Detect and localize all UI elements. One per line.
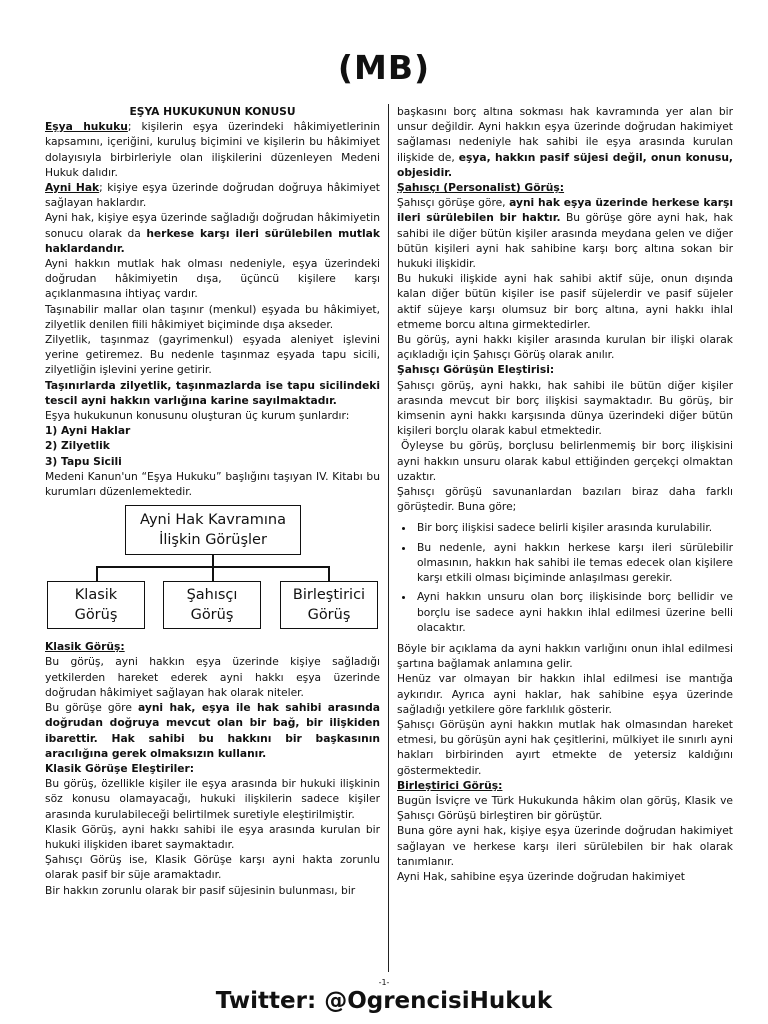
paragraph: Şahısçı görüş, ayni hakkı, hak sahibi ile bütün diğer kişiler arasında mevcut bir borç ilişkisi saymaktadır. Bu görüş, bir kimsenin ayni hakkı karşısında dünya üzerindeki diğer bütün kişileri borçlu olarak kabul etmektedir. bbox=[397, 378, 733, 438]
paragraph: Eşya hukukunun konusunu oluşturan üç kurum şunlardır: bbox=[45, 409, 350, 423]
paragraph-text: Bu görüşe göre ayni hak, hak sahibi ile diğer bütün kişiler arasında meydana gelen ve diğer bütün kişileri ayni hak sahibine karşı borç altına sokan bir hukuki ilişkidir. bbox=[397, 211, 733, 271]
diagram-box-label: Görüş bbox=[74, 607, 118, 624]
term: Eşya hukuku bbox=[45, 120, 128, 134]
diagram-box-klasik bbox=[47, 581, 145, 629]
paragraph bbox=[45, 700, 380, 761]
diagram-box-label: Görüş bbox=[307, 607, 351, 624]
paragraph: Medeni Kanun'un “Eşya Hukuku” başlığını taşıyan IV. Kitabı bu kurumları düzenlemektedir. bbox=[45, 469, 380, 499]
bold-text: ayni hak eşya üzerinde herkese karşı ileri sürülebilen bir haktır. bbox=[397, 196, 733, 225]
bullet-item: • Ayni hakkın unsuru olan borç ilişkisinde borç bellidir ve borçlu ise sadece ayni hakkın ihlal edilmesi üzerine belli olacaktır. bbox=[415, 589, 733, 635]
diagram-box-label: Klasik bbox=[74, 587, 118, 604]
paragraph: Taşınırlarda zilyetlik, taşınmazlarda ise tapu sicilindeki tescil ayni hakkın varlığına karine sayılmaktadır. bbox=[45, 378, 380, 407]
diagram-connector bbox=[96, 566, 98, 581]
diagram-root-label: Ayni Hak Kavramına bbox=[140, 512, 286, 529]
ayni-hak-diagram bbox=[45, 505, 380, 631]
column-divider bbox=[388, 104, 389, 972]
paragraph bbox=[45, 180, 380, 210]
diagram-box-birlestirici bbox=[280, 581, 378, 629]
bold-text: herkese karşı ileri sürülebilen mutlak haklardandır. bbox=[45, 226, 380, 255]
list-item: 1) Ayni Haklar bbox=[45, 424, 131, 438]
paragraph: Taşınabilir mallar olan taşınır (menkul) eşyada bu hâkimiyet, zilyetlik denilen fiili hâkimiyet biçiminde dışa akseder. bbox=[45, 302, 380, 331]
paragraph: Bu hukuki ilişkide ayni hak sahibi aktif süje, onun dışında kalan diğer bütün kişiler ise pasif süjelerdir ve pasif süjeler aktif süjeye karşı olumsuz bir borç altına, ayni hakkı ihlal etmeme borcu altına girmektedirler. bbox=[397, 272, 733, 331]
paragraph-text: ; kişiye eşya üzerinde doğrudan doğruya hâkimiyet sağlayan haklardır. bbox=[45, 181, 380, 210]
diagram-box-label: Görüş bbox=[190, 607, 234, 624]
paragraph: Bir hakkın zorunlu olarak bir pasif süjesinin bulunması, bir bbox=[45, 883, 356, 897]
paragraph-text: Ayni hak, kişiye eşya üzerinde sağladığı doğrudan hâkimiyetin sonucu olarak da bbox=[45, 211, 380, 240]
paragraph bbox=[397, 195, 733, 271]
paragraph: Klasik Görüş, ayni hakkı sahibi ile eşya arasında kurulan bir hukuki ilişkiden ibaret saymaktadır. bbox=[45, 822, 380, 851]
bullet-item: • Bu nedenle, ayni hakkın herkese karşı ileri sürülebilir olmasının, hakkın hak sahibi ile temas edecek olan kişilere karşı etkili olması biçiminde anlaşılması gerekir. bbox=[415, 540, 733, 586]
twitter-handle: Twitter: @OgrencisiHukuk bbox=[215, 988, 553, 1014]
paragraph: Henüz var olmayan bir hakkın ihlal edilmesi ise mantığa aykırıdır. Ayrıca ayni haklar, hak sahibine eşya üzerinde sağladığı yetkilere göre farklılık gösterir. bbox=[397, 672, 733, 716]
paragraph: Bugün İsviçre ve Türk Hukukunda hâkim olan görüş, Klasik ve Şahısçı Görüşü birleştiren bir görüştür. bbox=[397, 793, 733, 823]
diagram-root-box bbox=[125, 505, 301, 555]
paragraph-text: Şahısçı görüşe göre, bbox=[397, 196, 510, 210]
diagram-root-label: İlişkin Görüşler bbox=[159, 532, 267, 549]
diagram-box-label: Birleştirici bbox=[292, 587, 366, 604]
subsection-heading: Klasik Görüşe Eleştiriler: bbox=[45, 761, 195, 775]
paragraph: Ayni Hak, sahibine eşya üzerinde doğrudan hakimiyet bbox=[397, 869, 685, 883]
paragraph: Şahısçı Görüşün ayni hakkın mutlak hak olmasından hareket etmesi, bu görüşün ayni hak çeşitlerini, mülkiyet ile sınırlı ayni hakları birbirinden ayırt etmekte de yetersiz kaldığını göstermektedir. bbox=[397, 717, 733, 777]
subsection-heading: Birleştirici Görüş: bbox=[397, 778, 503, 792]
paragraph: Şahısçı görüşü savunanlardan bazıları biraz daha farklı görüştedir. Buna göre; bbox=[397, 485, 733, 514]
paragraph: Zilyetlik, taşınmaz (gayrimenkul) eşyada aleniyet işlevini yerine getiremez. Bu nedenle taşınmaz eşyada tapu sicili, zilyetliğin işlevini yerine getirir. bbox=[45, 333, 380, 377]
left-column bbox=[45, 104, 380, 898]
diagram-connector bbox=[212, 566, 214, 581]
subsection-heading: Şahısçı (Personalist) Görüş: bbox=[397, 181, 565, 195]
page-number: -1- bbox=[378, 978, 390, 987]
diagram-box-sahisci bbox=[163, 581, 261, 629]
bullet-list bbox=[397, 520, 733, 634]
paragraph bbox=[45, 119, 380, 180]
section-heading: EŞYA HUKUKUNUN KONUSU bbox=[129, 105, 296, 118]
diagram-connector bbox=[328, 566, 330, 581]
list-item: 3) Tapu Sicili bbox=[45, 454, 122, 468]
diagram-box-label: Şahısçı bbox=[186, 587, 238, 604]
bold-text: eşya, hakkın pasif süjesi değil, onun konusu, objesidir. bbox=[397, 150, 733, 179]
subsection-heading: Klasik Görüş: bbox=[45, 640, 125, 654]
paragraph-text: ; kişilerin eşya üzerindeki hâkimiyetlerinin kapsamını, içeriğini, kuruluş biçimini ve kişilerin bu hâkimiyet dolayısıyla birbirleriyle olan ilişkilerini düzenleyen Medeni Hukuk dalıdır. bbox=[45, 120, 380, 179]
paragraph: Öyleyse bu görüş, borçlusu belirlenmemiş bir borç ilişkisini ayni hakkın unsuru olarak kabul ettiğinden gerçekçi olmaktan uzaktır. bbox=[397, 439, 733, 483]
paragraph bbox=[397, 104, 733, 180]
paragraph: Bu görüş, özellikle kişiler ile eşya arasında bir hukuki ilişkinin söz konusu olamayacağı, hukuki ilişkilerin sadece kişiler arasında kurulabileceği belirtilmek suretiyle eleştirilmiştir. bbox=[45, 777, 380, 821]
bold-text: ayni hak, eşya ile hak sahibi arasında doğrudan doğruya mevcut olan bir bağ, bir ilişkiden ibarettir. Hak sahibi bu hakkını bir başkasının aracılığına gerek olmaksızın kullanır. bbox=[45, 701, 380, 760]
bullet-item: • Bir borç ilişkisi sadece belirli kişiler arasında kurulabilir. bbox=[415, 520, 733, 535]
subsection-heading: Şahısçı Görüşün Eleştirisi: bbox=[397, 363, 555, 377]
paragraph-text: başkasını borç altına sokması hak kavramında yer alan bir unsur değildir. Ayni hakkın eşya üzerinde doğrudan hakimiyet sağlaması nedeniyle hak sahibi ile eşya arasında kurulan ilişkide de, bbox=[397, 105, 733, 164]
paragraph: Buna göre ayni hak, kişiye eşya üzerinde doğrudan hakimiyet sağlayan ve herkese karşı ileri sürülebilen bir hak olarak tanımlanır. bbox=[397, 824, 733, 868]
list-item: 2) Zilyetlik bbox=[45, 439, 110, 453]
paragraph: Böyle bir açıklama da ayni hakkın varlığını onun ihlal edilmesi şartına bağlamak anlamına gelir. bbox=[397, 641, 733, 671]
term: Ayni Hak bbox=[45, 181, 100, 195]
paragraph: Şahısçı Görüş ise, Klasik Görüşe karşı ayni hakta zorunlu olarak pasif bir süje aramaktadır. bbox=[45, 853, 380, 882]
document-header: (MB) bbox=[337, 48, 431, 87]
paragraph: Bu görüş, ayni hakkı kişiler arasında kurulan bir ilişki olarak açıkladığı için Şahısçı Görüş olarak anılır. bbox=[397, 333, 733, 362]
paragraph: Bu görüş, ayni hakkın eşya üzerinde kişiye sağladığı yetkilerden hareket ederek ayni hakkı eşya üzerinde doğrudan hâkimiyet sağlayan hak olarak niteler. bbox=[45, 655, 380, 699]
right-column bbox=[397, 104, 733, 884]
paragraph bbox=[45, 210, 380, 256]
paragraph: Ayni hakkın mutlak hak olması nedeniyle, eşya üzerindeki doğrudan hâkimiyetin dışa, üçüncü kişilere karşı açıklanmasına ihtiyaç vardır. bbox=[45, 257, 380, 301]
paragraph-text: Bu görüşe göre bbox=[45, 701, 138, 715]
